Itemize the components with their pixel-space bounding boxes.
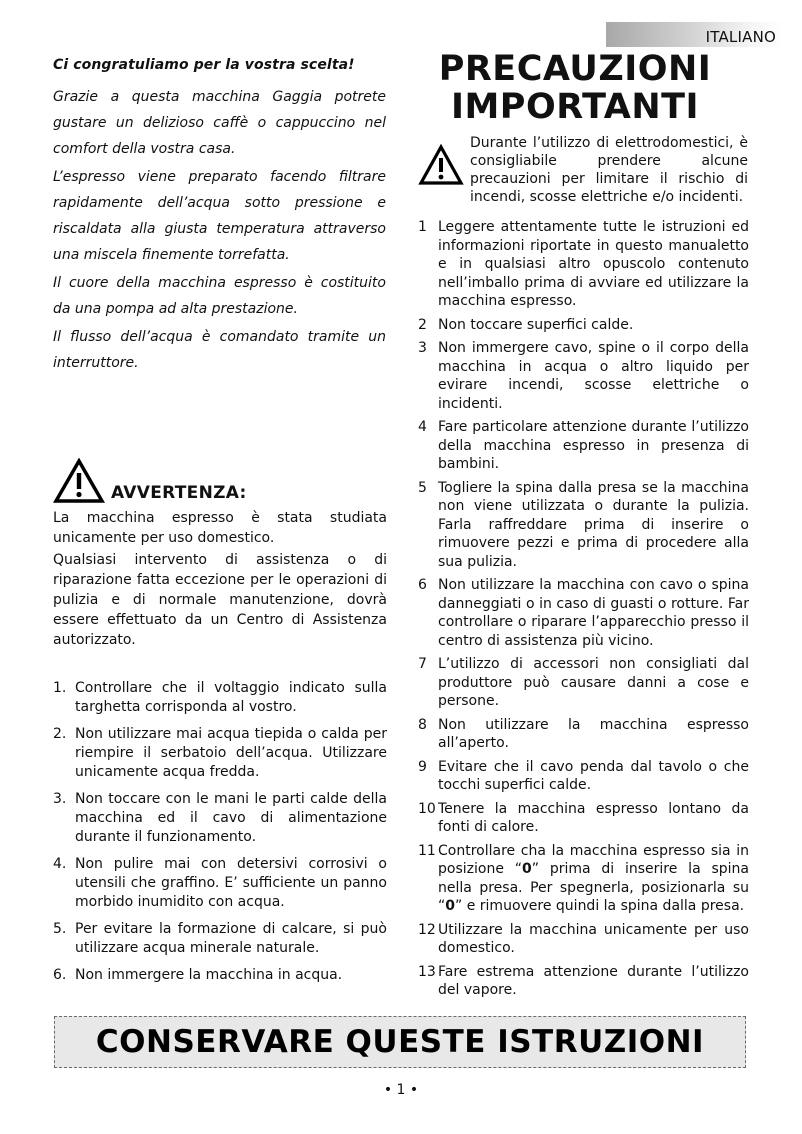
item-number: 6 [418, 577, 427, 593]
list-item [418, 655, 749, 711]
item-number: 12 [418, 921, 436, 938]
list-item [418, 418, 749, 474]
item-number: 2. [53, 726, 67, 742]
intro-paragraph: Grazie a questa macchina Gaggia potrete gustare un delizioso caffè o cappuccino nel comfort della vostra casa. [53, 89, 386, 157]
item-text: Non utilizzare mai acqua tiepida o calda per riempire il serbatoio dell’acqua. Utilizzare unicamente acqua fredda. [75, 726, 387, 780]
item-text: Non toccare superfici calde. [438, 316, 634, 333]
page-title [410, 50, 740, 126]
item-text: Fare estrema attenzione durante l’utilizzo del vapore. [438, 963, 749, 998]
item-text: Evitare che il cavo penda dal tavolo o che tocchi superfici calde. [438, 758, 749, 793]
intro-title: Ci congratuliamo per la vostra scelta! [53, 57, 355, 73]
item-text: Per evitare la formazione di calcare, si può utilizzare acqua minerale naturale. [75, 921, 387, 956]
list-item [53, 855, 387, 912]
list-item [418, 963, 749, 1000]
list-item [418, 758, 749, 795]
list-item [53, 725, 387, 782]
item-number: 8 [418, 716, 427, 733]
item-number: 13 [418, 963, 436, 980]
list-item [418, 842, 749, 916]
intro-paragraph: L’espresso viene preparato facendo filtrare rapidamente dell’acqua sotto pressione e riscaldata alla giusta temperatura attraverso una miscela finemente torrefatta. [53, 169, 386, 263]
item-number: 6. [53, 967, 67, 983]
item-number: 11 [418, 842, 436, 859]
list-item [418, 479, 749, 572]
title-line: PRECAUZIONI [438, 49, 712, 89]
item-text: Non utilizzare la macchina con cavo o spina danneggiati o in caso di guasti o rotture. Far controllare o riparare l’apparecchio presso il centro di assistenza più vicino. [438, 577, 749, 649]
precaution-intro-text: Durante l’utilizzo di elettrodomestici, è consigliabile prendere alcune precauzioni per limitare il rischio di incendi, scosse elettriche e/o incidenti. [470, 135, 748, 205]
warning-section [53, 456, 387, 650]
item-number: 5 [418, 479, 427, 496]
item-text: Non immergere la macchina in acqua. [75, 967, 343, 983]
intro-paragraph: Il flusso dell’acqua è comandato tramite un interruttore. [53, 329, 386, 371]
item-text: Controllare cha la macchina espresso sia in posizione “0” prima di inserire la spina nella presa. Per spegnerla, posizionarla su “0” e rimuovere quindi la spina dalla presa. [438, 842, 749, 914]
item-text: Utilizzare la macchina unicamente per uso domestico. [438, 921, 749, 956]
item-number: 10 [418, 800, 436, 817]
item-number: 5. [53, 921, 67, 937]
item-number: 3. [53, 791, 67, 807]
banner-text: CONSERVARE QUESTE ISTRUZIONI [95, 1024, 705, 1060]
item-text: Tenere la macchina espresso lontano da fonti di calore. [438, 800, 749, 835]
item-number: 4. [53, 856, 67, 872]
list-item [418, 218, 749, 311]
item-number: 4 [418, 419, 427, 435]
item-number: 2 [418, 316, 427, 333]
keep-instructions-banner [54, 1016, 746, 1068]
warning-triangle-icon [53, 458, 105, 504]
title-line: IMPORTANTI [450, 87, 700, 127]
item-text: Fare particolare attenzione durante l’utilizzo della macchina espresso in presenza di bambini. [438, 419, 749, 472]
warning-triangle-icon [418, 144, 464, 186]
item-number: 1 [418, 219, 427, 235]
list-item [53, 920, 387, 958]
language-label: ITALIANO [705, 28, 776, 46]
page-number: • 1 • [383, 1082, 419, 1098]
list-item [53, 966, 387, 985]
warning-paragraph: Qualsiasi intervento di assistenza o di riparazione fatta eccezione per le operazioni di pulizia e di normale manutenzione, dovrà essere effettuato da un Centro di Assistenza autorizzato. [53, 552, 387, 648]
list-item [418, 576, 749, 650]
intro-paragraph: Il cuore della macchina espresso è costituito da una pompa ad alta prestazione. [53, 275, 386, 317]
list-item [418, 800, 749, 837]
item-text: Controllare che il voltaggio indicato sulla targhetta corrisponda al vostro. [75, 680, 387, 715]
warning-title: AVVERTENZA: [111, 483, 247, 503]
item-number: 9 [418, 758, 427, 775]
item-number: 7 [418, 656, 427, 672]
item-text: Non immergere cavo, spine o il corpo della macchina in acqua o altro liquido per evirare incendi, scosse elettriche o incidenti. [438, 340, 749, 412]
item-text: Non utilizzare la macchina espresso all’aperto. [438, 716, 749, 751]
item-text: Non toccare con le mani le parti calde della macchina ed il cavo di alimentazione durante il funzionamento. [75, 791, 387, 845]
item-text: L’utilizzo di accessori non consigliati dal produttore può causare danni a cose e persone. [438, 656, 749, 709]
item-text: Non pulire mai con detersivi corrosivi o utensili che graffino. E’ sufficiente un panno morbido inumidito con acqua. [75, 856, 387, 910]
precautions-list [418, 218, 749, 1005]
list-item [53, 790, 387, 847]
list-item [53, 679, 387, 717]
intro-section [53, 57, 386, 378]
precaution-intro [418, 134, 748, 206]
list-item [418, 921, 749, 958]
list-item [418, 316, 749, 335]
item-number: 1. [53, 680, 67, 696]
language-tab [606, 22, 784, 47]
list-item [418, 339, 749, 413]
list-item [418, 716, 749, 753]
item-text: Togliere la spina dalla presa se la macchina non viene utilizzata o durante la pulizia. Farla raffreddare prima di inserire o rimuovere pezzi e prima di procedere alla sua pulizia. [438, 479, 749, 570]
item-number: 3 [418, 340, 427, 356]
warning-list [53, 679, 387, 993]
item-text: Leggere attentamente tutte le istruzioni ed informazioni riportate in questo manualetto e in qualsiasi altro opuscolo contenuto nell’imballo prima di avviare ed utilizzare la macchina espresso. [438, 219, 749, 309]
warning-paragraph: La macchina espresso è stata studiata unicamente per uso domestico. [53, 510, 387, 546]
